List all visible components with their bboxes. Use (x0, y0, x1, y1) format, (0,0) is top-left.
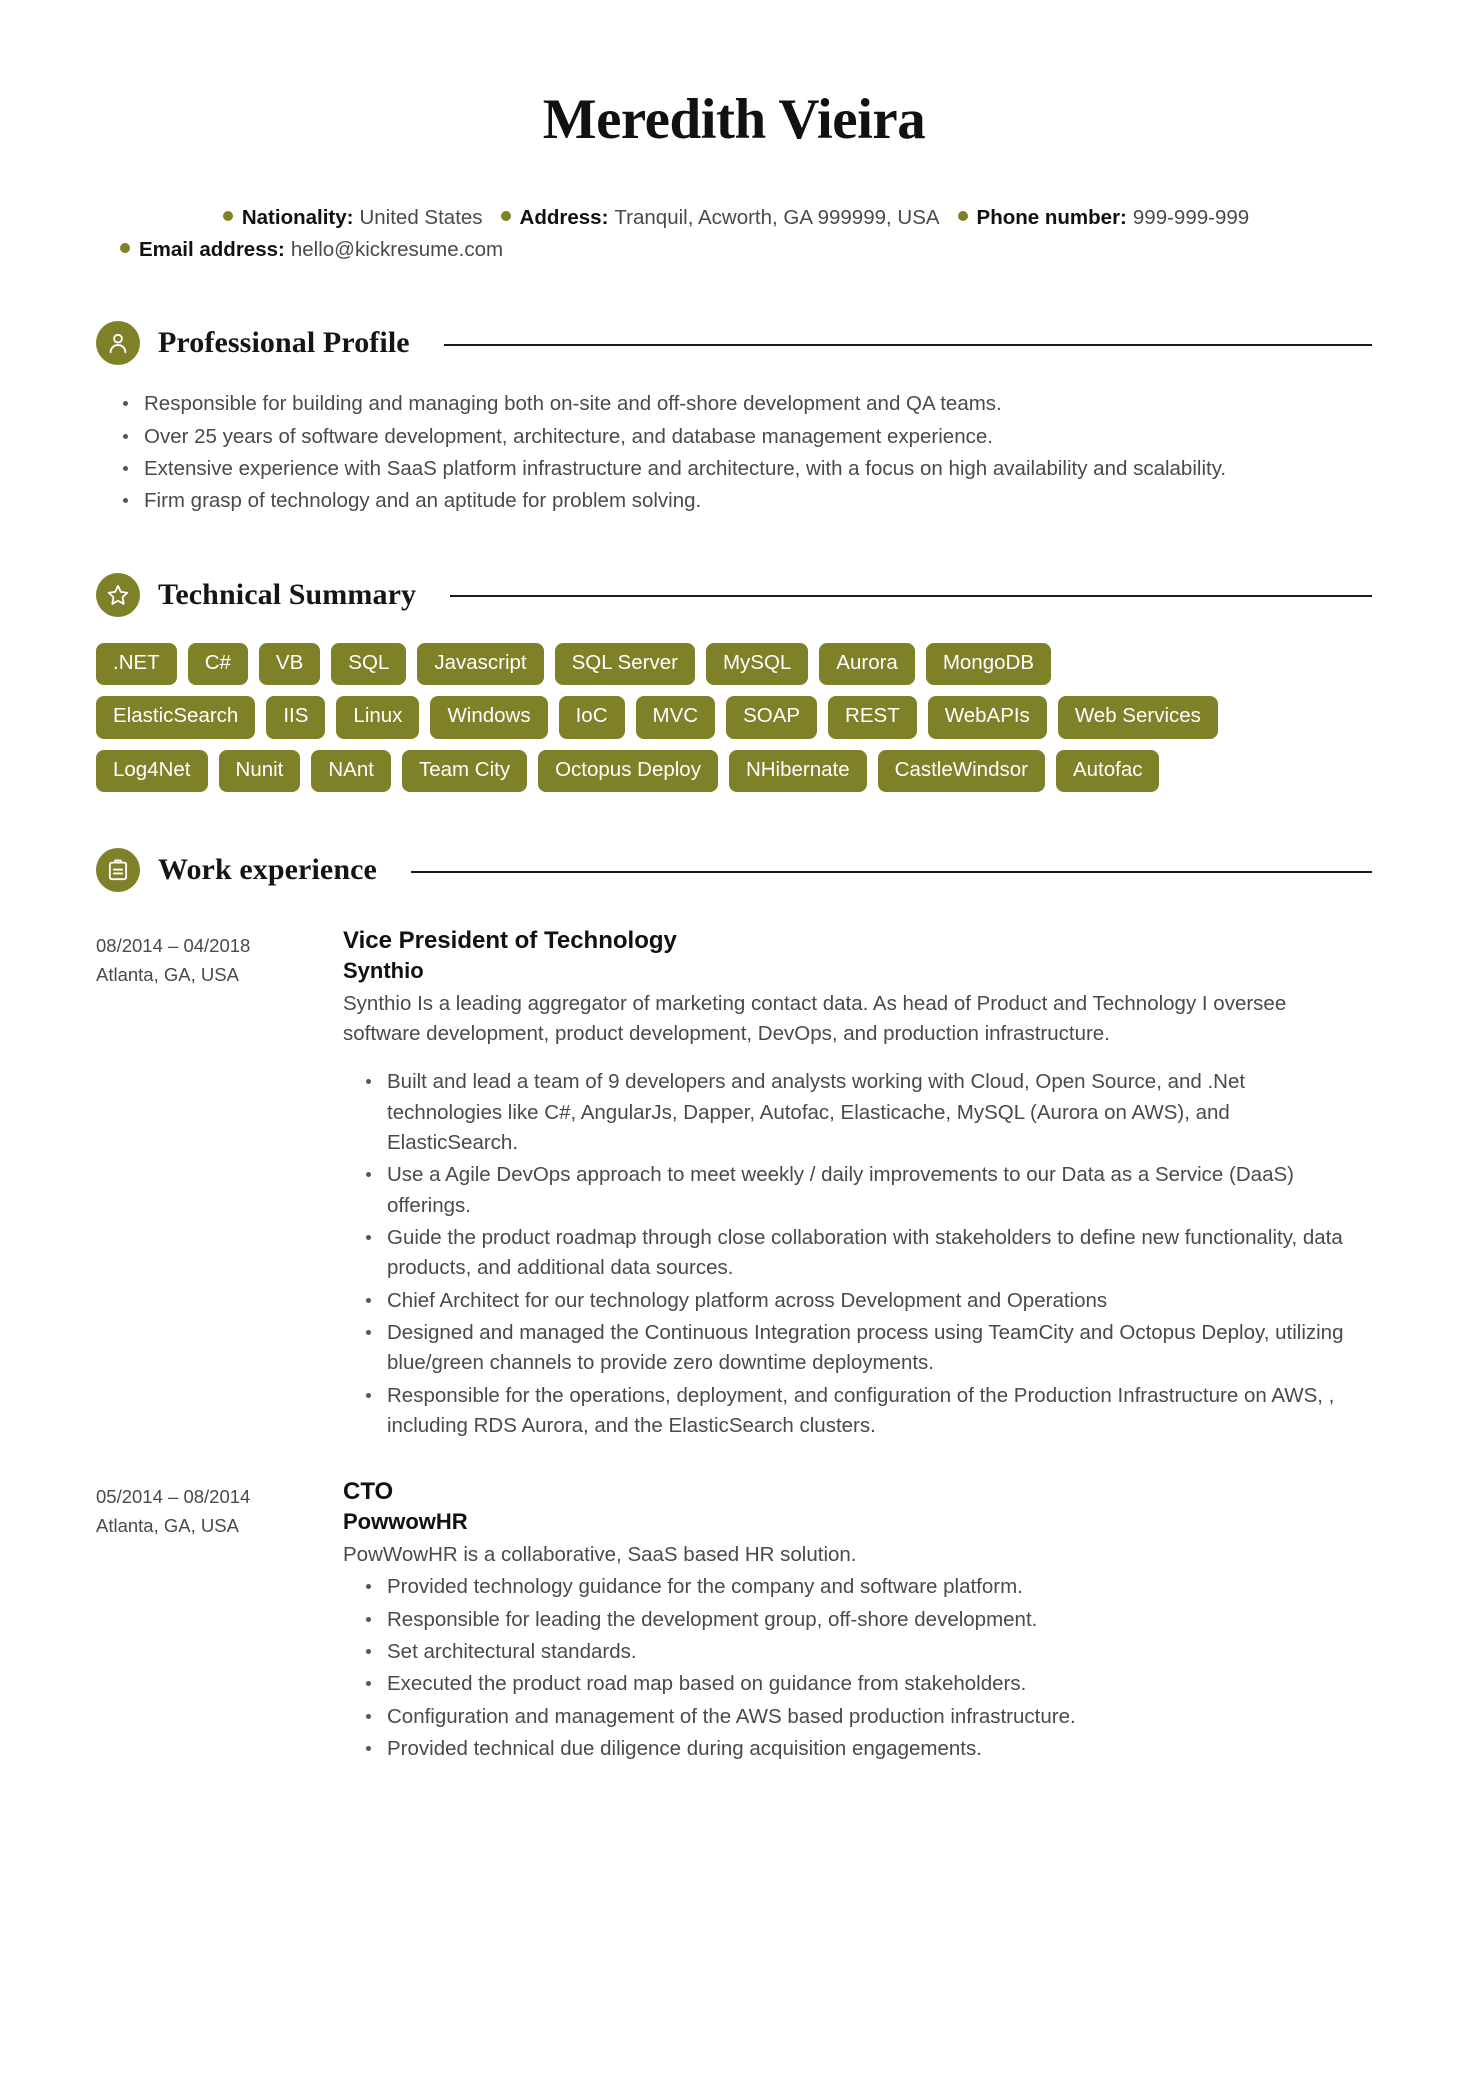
bullet-dot-icon (501, 211, 511, 221)
contact-value: 999-999-999 (1132, 205, 1250, 229)
skill-tag-row-3 (96, 750, 1372, 793)
section-divider (411, 871, 1372, 873)
bullet-dot-icon (958, 211, 968, 221)
skill-tag: IoC (559, 696, 625, 739)
section-header (96, 321, 1372, 365)
bullet-dot-icon (223, 211, 233, 221)
skill-tag: REST (828, 696, 917, 739)
experience-company: PowwowHR (343, 1509, 468, 1535)
list-item: Built and lead a team of 9 developers and analysts working with Cloud, Open Source, and .Net technologies like C#, AngularJs, Dapper, Autofac, Elasticache, MySQL (Aurora on AWS), and ElasticSearch. (361, 1067, 1362, 1158)
section-technical-summary (96, 573, 1372, 793)
skill-tag: ElasticSearch (96, 696, 255, 739)
contact-info (96, 202, 1366, 266)
profile-bullet-list (96, 389, 1372, 516)
experience-location: Atlanta, GA, USA (96, 964, 239, 985)
section-title: Professional Profile (158, 326, 410, 360)
skill-tag: MVC (636, 696, 716, 739)
experience-entry (96, 926, 1372, 1443)
contact-label: Address: (519, 205, 609, 229)
list-item: Configuration and management of the AWS based production infrastructure. (361, 1702, 1362, 1732)
list-item: Set architectural standards. (361, 1637, 1362, 1667)
list-item: Executed the product road map based on guidance from stakeholders. (361, 1669, 1362, 1699)
skill-tag-row-1 (96, 643, 1372, 686)
section-header (96, 848, 1372, 892)
skill-tag: SOAP (726, 696, 817, 739)
experience-description: Synthio Is a leading aggregator of marketing contact data. As head of Product and Technology I oversee software development, product development, DevOps, and production infrastructure. (343, 991, 1287, 1046)
list-item: Firm grasp of technology and an aptitude for problem solving. (118, 486, 1372, 516)
list-item: Provided technology guidance for the company and software platform. (361, 1572, 1362, 1602)
section-title: Work experience (158, 853, 377, 887)
experience-company: Synthio (343, 958, 424, 984)
contact-line-1 (106, 202, 1366, 234)
contact-value: United States (359, 205, 483, 229)
skill-tag: Aurora (819, 643, 915, 686)
experience-body (343, 926, 1372, 1443)
clipboard-icon (96, 848, 140, 892)
skill-tag: Log4Net (96, 750, 208, 793)
skill-tag-group (96, 643, 1372, 793)
section-work-experience (96, 848, 1372, 1766)
skill-tag: WebAPIs (928, 696, 1047, 739)
experience-meta (96, 926, 343, 989)
list-item: Responsible for leading the development group, off-shore development. (361, 1605, 1362, 1635)
section-divider (444, 344, 1372, 346)
list-item: Guide the product roadmap through close collaboration with stakeholders to define new functionality, data products, and additional data sources. (361, 1223, 1362, 1284)
experience-location: Atlanta, GA, USA (96, 1515, 239, 1537)
skill-tag: Windows (430, 696, 547, 739)
skill-tag-row-2 (96, 696, 1372, 739)
experience-entry (96, 1477, 1372, 1766)
contact-line-2 (106, 234, 1366, 266)
experience-body (343, 1477, 1372, 1766)
experience-job-title: Vice President of Technology (343, 927, 677, 955)
experience-meta (96, 1477, 343, 1540)
section-header (96, 573, 1372, 617)
skill-tag: .NET (96, 643, 177, 686)
contact-label: Email address: (139, 237, 285, 261)
contact-phone (958, 202, 1250, 234)
skill-tag: Linux (336, 696, 419, 739)
bullet-dot-icon (120, 243, 130, 253)
list-item: Extensive experience with SaaS platform infrastructure and architecture, with a focus on high availability and scalability. (118, 454, 1372, 484)
contact-value: hello@kickresume.com (290, 237, 504, 261)
skill-tag: IIS (266, 696, 325, 739)
contact-address (501, 202, 940, 234)
skill-tag: Javascript (417, 643, 543, 686)
skill-tag: VB (259, 643, 320, 686)
skill-tag: MongoDB (926, 643, 1051, 686)
experience-dates: 08/2014 – 04/2018 (96, 935, 251, 957)
section-professional-profile (96, 321, 1372, 516)
skill-tag: C# (188, 643, 248, 686)
page-title: Meredith Vieira (542, 88, 926, 151)
skill-tag: NAnt (311, 750, 391, 793)
list-item: Over 25 years of software development, architecture, and database management experience. (118, 422, 1372, 452)
experience-bullet-list (343, 1067, 1362, 1441)
skill-tag: Team City (402, 750, 527, 793)
section-divider (450, 595, 1372, 597)
skill-tag: Nunit (219, 750, 301, 793)
contact-nationality (223, 202, 483, 234)
experience-bullet-list (343, 1572, 1362, 1764)
skill-tag: Web Services (1058, 696, 1218, 739)
list-item: Designed and managed the Continuous Integration process using TeamCity and Octopus Deploy, utilizing blue/green channels to provide zero downtime deployments. (361, 1318, 1362, 1379)
skill-tag: SQL Server (555, 643, 695, 686)
list-item: Chief Architect for our technology platform across Development and Operations (361, 1286, 1362, 1316)
contact-email[interactable] (120, 234, 503, 266)
skill-tag: Octopus Deploy (538, 750, 718, 793)
skill-tag: MySQL (706, 643, 808, 686)
skill-tag: SQL (331, 643, 406, 686)
section-title: Technical Summary (158, 577, 417, 611)
star-icon (96, 573, 140, 617)
skill-tag: Autofac (1056, 750, 1160, 793)
list-item: Responsible for building and managing both on-site and off-shore development and QA teams. (118, 389, 1372, 419)
experience-job-title: CTO (343, 1478, 394, 1506)
person-icon (96, 321, 140, 365)
contact-value: Tranquil, Acworth, GA 999999, USA (614, 205, 940, 229)
skill-tag: NHibernate (729, 750, 867, 793)
contact-label: Phone number: (976, 205, 1127, 229)
skill-tag: CastleWindsor (878, 750, 1045, 793)
experience-description: PowWowHR is a collaborative, SaaS based HR solution. (343, 1542, 857, 1566)
contact-label: Nationality: (241, 205, 354, 229)
list-item: Use a Agile DevOps approach to meet weekly / daily improvements to our Data as a Service (DaaS) offerings. (361, 1160, 1362, 1221)
list-item: Responsible for the operations, deployment, and configuration of the Production Infrastructure on AWS, , including RDS Aurora, and the ElasticSearch clusters. (361, 1381, 1362, 1442)
list-item: Provided technical due diligence during acquisition engagements. (361, 1734, 1362, 1764)
experience-dates: 05/2014 – 08/2014 (96, 1486, 251, 1508)
